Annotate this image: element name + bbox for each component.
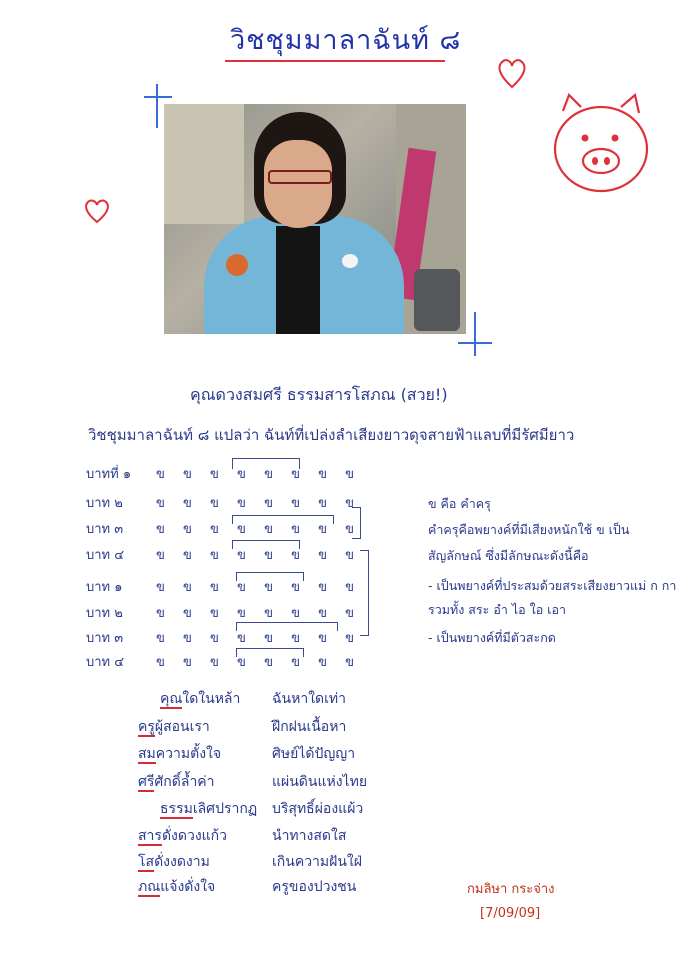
acrostic-word: คุณ — [160, 691, 183, 707]
acrostic-word: ธรรม — [160, 801, 193, 817]
meter-row-label: บาท ๒ — [86, 606, 123, 621]
poem-text: แจ้งดั่งใจ — [160, 879, 216, 895]
rhyme-link — [232, 515, 334, 524]
meter-row-label: บาทที่ ๑ — [86, 467, 132, 482]
poem-left-line — [138, 716, 210, 738]
poem-right-line: บริสุทธิ์ผ่องแผ้ว — [272, 801, 364, 817]
meter-row-label: บาท ๔ — [86, 655, 125, 670]
meter-row-marks: ข ข ข ข ข ข ข ข — [156, 522, 362, 537]
meter-row-marks: ข ข ข ข ข ข ข ข — [156, 606, 362, 621]
note-line: คำครุคือพยางค์ที่มีเสียงหนักใช้ ข เป็น — [428, 522, 630, 537]
rhyme-link — [232, 458, 300, 469]
rhyme-bracket — [352, 507, 361, 539]
heart-icon — [84, 198, 110, 224]
poem-left-line — [138, 851, 210, 873]
meter-row-label: บาท ๑ — [86, 580, 123, 595]
acrostic-word: ภณ — [138, 879, 161, 895]
meter-row-marks: ข ข ข ข ข ข ข ข — [156, 467, 362, 482]
note-line: - เป็นพยางค์ที่ประสมด้วยสระเสียงยาวแม่ ก กา — [428, 578, 677, 593]
acrostic-word: ศรี — [138, 774, 155, 790]
acrostic-word: สาร — [138, 828, 162, 844]
rhyme-link — [236, 648, 304, 657]
poem-left-line — [138, 771, 215, 793]
poem-right-line: ครูของปวงชน — [272, 879, 357, 895]
poem-text: ผู้สอนเรา — [154, 719, 210, 735]
poem-right-line: แผ่นดินแห่งไทย — [272, 774, 368, 790]
meter-row-label: บาท ๓ — [86, 522, 124, 537]
rhyme-bracket — [360, 550, 369, 636]
meter-row-label: บาท ๒ — [86, 496, 123, 511]
poem-right-line: ฝึกฝนเนื้อหา — [272, 719, 347, 735]
heart-icon — [497, 57, 527, 89]
poem-text: ศักดิ์ล้ำค่า — [154, 774, 215, 790]
meter-row-label: บาท ๓ — [86, 631, 124, 646]
title-underline — [225, 60, 445, 62]
portrait-photo — [164, 104, 466, 334]
pig-icon — [545, 93, 657, 198]
rhyme-link — [232, 540, 300, 549]
poem-left-line — [138, 825, 227, 847]
meter-row-marks: ข ข ข ข ข ข ข ข — [156, 548, 362, 563]
rhyme-link — [236, 622, 338, 631]
meter-row-label: บาท ๔ — [86, 548, 125, 563]
note-line: - เป็นพยางค์ที่มีตัวสะกด — [428, 630, 556, 645]
rhyme-link — [236, 572, 304, 581]
acrostic-word: ครู — [138, 719, 155, 735]
photo-caption: คุณดวงสมศรี ธรรมสารโสภณ (สวย!) — [190, 385, 448, 404]
meter-row-marks: ข ข ข ข ข ข ข ข — [156, 631, 362, 646]
poem-text: ความตั้งใจ — [155, 746, 222, 762]
poem-text: เลิศปรากฏ — [192, 801, 258, 817]
poem-left-line — [160, 688, 240, 710]
meter-row-marks: ข ข ข ข ข ข ข ข — [156, 655, 362, 670]
meter-row-marks: ข ข ข ข ข ข ข ข — [156, 580, 362, 595]
poem-left-line — [160, 798, 257, 820]
crop-mark — [474, 312, 476, 356]
acrostic-word: สม — [138, 746, 156, 762]
page-title: วิชชุมมาลาฉันท์ ๘ — [230, 25, 462, 56]
meter-row-marks: ข ข ข ข ข ข ข ข — [156, 496, 362, 511]
note-line: ข คือ คำครุ — [428, 496, 491, 511]
note-line: รวมทั้ง สระ อำ ไอ ใอ เอา — [428, 602, 566, 617]
crop-mark — [144, 96, 172, 98]
poem-right-line: นำทางสดใส — [272, 828, 347, 844]
poem-right-line: ฉันหาใดเท่า — [272, 691, 346, 707]
poem-right-line: เกินความฝันใฝ่ — [272, 854, 362, 870]
poem-text: ใดในหล้า — [182, 691, 241, 707]
poem-left-line — [138, 876, 215, 898]
meter-description: วิชชุมมาลาฉันท์ ๘ แปลว่า ฉันท์ที่เปล่งลำเสียงยาวดุจสายฟ้าแลบที่มีรัศมียาว — [88, 426, 575, 444]
poem-text: ดั่งดวงแก้ว — [161, 828, 228, 844]
signature-date: [7/09/09] — [480, 906, 541, 921]
acrostic-word: โส — [138, 854, 155, 870]
note-line: สัญลักษณ์ ซึ่งมีลักษณะดังนี้คือ — [428, 548, 589, 563]
poem-text: ดั่งงดงาม — [154, 854, 210, 870]
crop-mark — [156, 84, 158, 128]
author-signature: กมลิษา กระจ่าง — [467, 882, 555, 897]
poem-left-line — [138, 743, 221, 765]
poem-right-line: ศิษย์ได้ปัญญา — [272, 746, 356, 762]
